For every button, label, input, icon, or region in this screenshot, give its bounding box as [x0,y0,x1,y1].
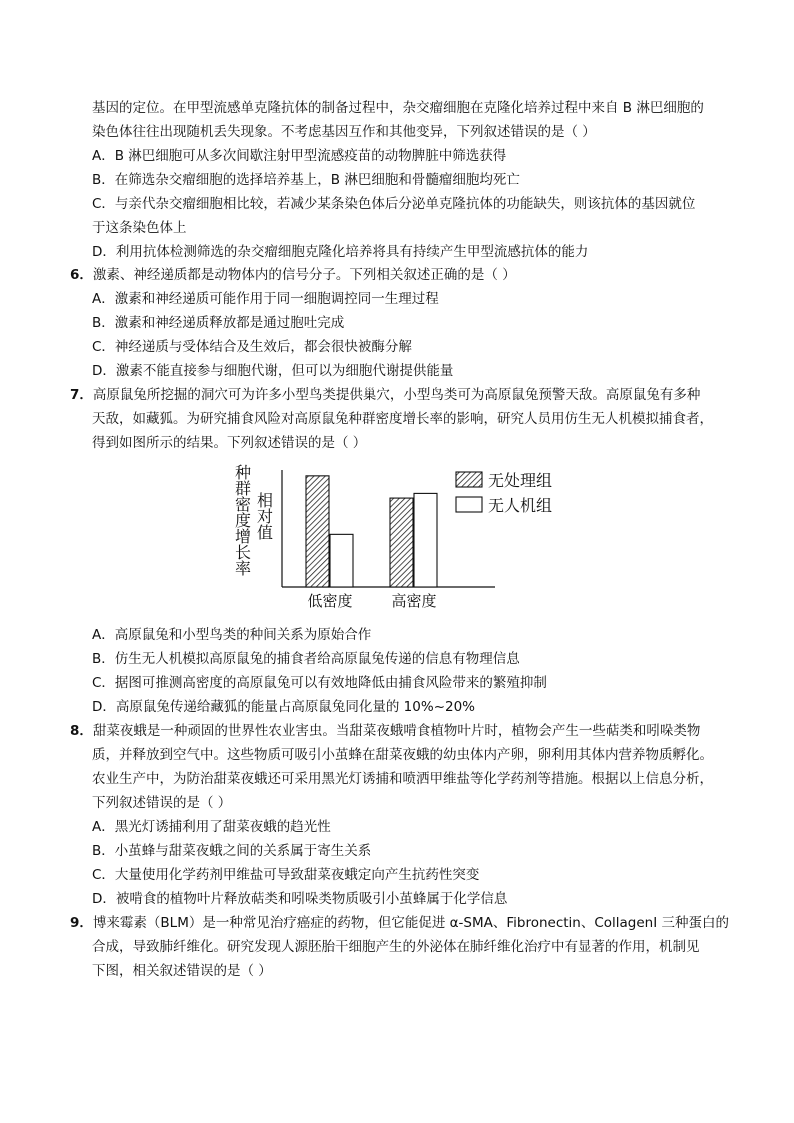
legend-label-无处理组: 无处理组 [488,471,553,490]
x-tick-label-高密度: 高密度 [391,592,437,610]
q9-number: 9． [70,915,93,931]
q9-stem-line-3: 下图，相关叙述错误的是（ ） [92,963,272,979]
q8-stem-text-1: 甜菜夜蛾是一种顽固的世界性农业害虫。当甜菜夜蛾啃食植物叶片时，植物会产生一些萜类和吲哚类物 [92,723,701,739]
q7-number: 7． [70,387,93,403]
q5-option-b[interactable]: B．在筛选杂交瘤细胞的选择培养基上，B 淋巴细胞和骨髓瘤细胞均死亡 [92,172,520,188]
q6-option-b[interactable]: B．激素和神经递质释放都是通过胞吐完成 [92,315,345,331]
q8-option-b[interactable]: B．小茧蜂与甜菜夜蛾之间的关系属于寄生关系 [92,843,372,859]
q8-stem-line-4: 下列叙述错误的是（ ） [92,795,232,811]
legend-swatch-无处理组 [456,472,482,487]
q5-stem-line-1: 基因的定位。在甲型流感单克隆抗体的制备过程中，杂交瘤细胞在克隆化培养过程中来自 B 淋巴细胞的 [92,100,704,116]
q7-option-b[interactable]: B．仿生无人机模拟高原鼠兔的捕食者给高原鼠兔传递的信息有物理信息 [92,651,520,667]
q7-option-a[interactable]: A．高原鼠兔和小型鸟类的种间关系为原始合作 [92,627,372,643]
legend-label-无人机组: 无人机组 [488,496,553,515]
bar-无人机组-低密度 [330,534,353,587]
q5-stem-line-2: 染色体往往出现随机丢失现象。不考虑基因互作和其他变异，下列叙述错误的是（ ） [92,124,596,140]
q8-number: 8． [70,723,93,739]
q6-stem-text: 激素、神经递质都是动物体内的信号分子。下列相关叙述正确的是（ ） [92,267,516,283]
q8-option-a[interactable]: A．黑光灯诱捕利用了甜菜夜蛾的趋光性 [92,819,331,835]
q7-option-d[interactable]: D．高原鼠兔传递给藏狐的能量占高原鼠兔同化量的 10%~20% [92,699,476,715]
q5-option-d[interactable]: D．利用抗体检测筛选的杂交瘤细胞克隆化培养将具有持续产生甲型流感抗体的能力 [92,244,589,260]
q8-option-c[interactable]: C．大量使用化学药剂甲维盐可导致甜菜夜蛾定向产生抗药性突变 [92,867,480,883]
bar-无处理组-低密度 [306,476,329,587]
q7-stem-line-1 [70,386,700,404]
legend-swatch-无人机组 [456,497,482,512]
q5-option-c-continued: 于这条染色体上 [92,220,187,236]
q6-number: 6． [70,267,93,283]
q8-stem-line-1 [70,722,700,740]
q5-option-a[interactable]: A．B 淋巴细胞可从多次间歇注射甲型流感疫苗的动物脾脏中筛选获得 [92,148,507,164]
q7-stem-line-3: 得到如图所示的结果。下列叙述错误的是（ ） [92,435,367,451]
q8-stem-line-2: 质，并释放到空气中。这些物质可吸引小茧蜂在甜菜夜蛾的幼虫体内产卵，卵利用其体内营养物质孵化。 [92,747,713,763]
q8-option-d[interactable]: D．被啃食的植物叶片释放萜类和吲哚类物质吸引小茧蜂属于化学信息 [92,891,508,907]
y-axis-label-line-1: 种群密度增长率 [232,464,252,576]
density-growth-chart [220,462,580,617]
bar-无人机组-高密度 [414,493,437,587]
q8-stem-line-3: 农业生产中，为防治甜菜夜蛾还可采用黑光灯诱捕和喷洒甲维盐等化学药剂等措施。根据以上信息分析， [92,771,713,787]
q6-option-a[interactable]: A．激素和神经递质可能作用于同一细胞调控同一生理过程 [92,291,439,307]
y-axis-label-line-2: 相对值 [254,492,274,540]
q9-stem-line-1 [70,914,729,932]
q6-option-d[interactable]: D．激素不能直接参与细胞代谢，但可以为细胞代谢提供能量 [92,363,454,379]
chart-plot-area [233,464,553,610]
x-tick-label-低密度: 低密度 [307,592,353,610]
q6-option-c[interactable]: C．神经递质与受体结合及生效后，都会很快被酶分解 [92,339,412,355]
q7-stem-line-2: 天敌，如藏狐。为研究捕食风险对高原鼠兔种群密度增长率的影响，研究人员用仿生无人机模拟捕食者， [92,411,713,427]
q7-stem-text-1: 高原鼠兔所挖掘的洞穴可为许多小型鸟类提供巢穴，小型鸟类可为高原鼠兔预警天敌。高原鼠兔有多种 [92,387,701,403]
q7-option-c[interactable]: C．据图可推测高密度的高原鼠兔可以有效地降低由捕食风险带来的繁殖抑制 [92,675,547,691]
q9-stem-text-1: 博来霉素（BLM）是一种常见治疗癌症的药物，但它能促进 α-SMA、Fibronectin、CollagenI 三种蛋白的 [92,915,730,931]
q6-stem [70,266,516,284]
q9-stem-line-2: 合成，导致肺纤维化。研究发现人源胚胎干细胞产生的外泌体在肺纤维化治疗中有显著的作用，机制见 [92,939,700,955]
q5-option-c[interactable]: C．与亲代杂交瘤细胞相比较，若减少某条染色体后分泌单克隆抗体的功能缺失，则该抗体的基因就位 [92,196,696,212]
bar-无处理组-高密度 [390,498,413,587]
